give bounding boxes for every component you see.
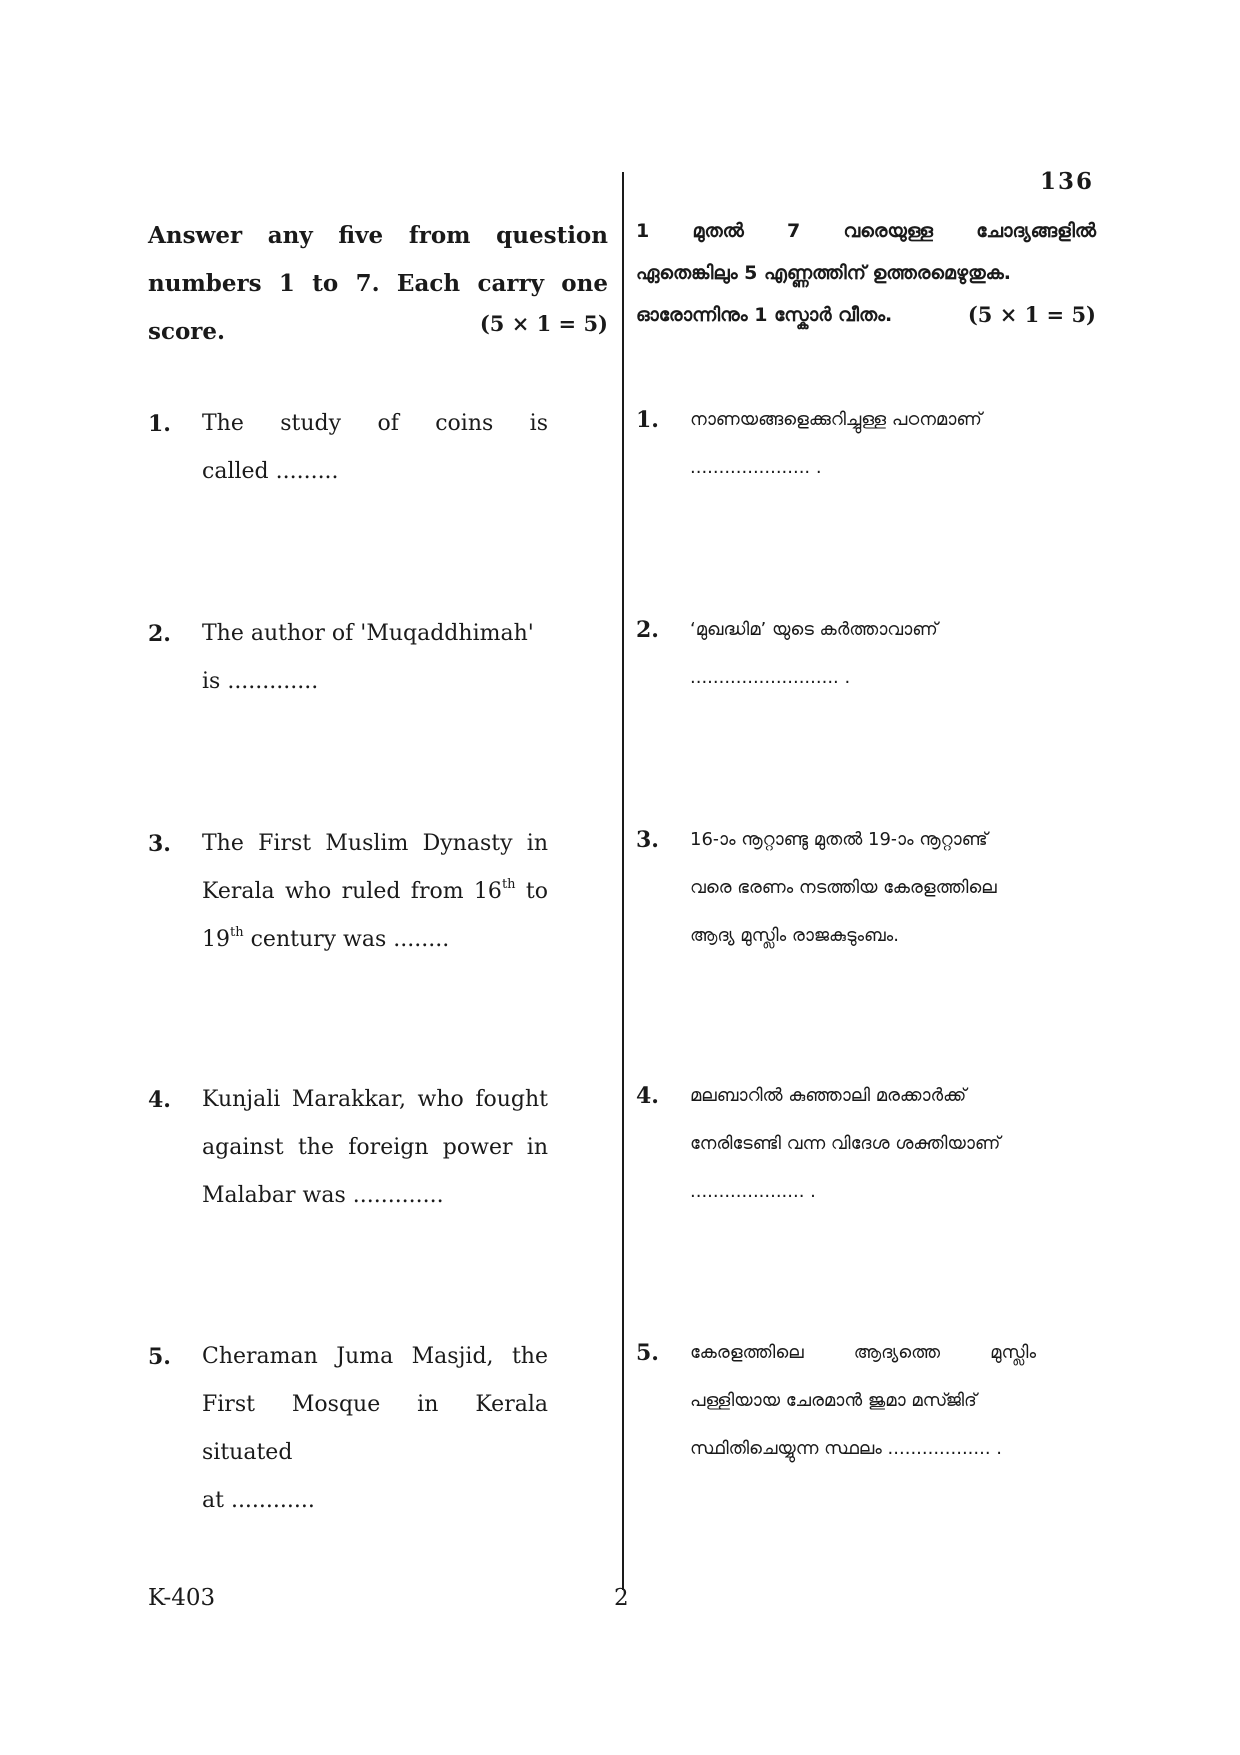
question-line: ..................... . <box>690 457 822 478</box>
instruction-line: numbers 1 to 7. Each carry one <box>148 270 608 297</box>
question-line: നേരിടേണ്ടി വന്ന വിദേശ ശക്തിയാണ് <box>690 1133 1001 1154</box>
question-line: The study of coins is <box>202 411 548 436</box>
exam-code: K-403 <box>148 1585 216 1611</box>
question-line: against the foreign power in <box>202 1135 548 1160</box>
question-line: Cheraman Juma Masjid, the <box>202 1344 548 1369</box>
question-number: 3. <box>636 827 659 853</box>
question-line: കേരളത്തിലെ ആദ്യത്തെ മുസ്ലിം <box>690 1342 1036 1363</box>
question-line: നാണയങ്ങളെക്കുറിച്ചുള്ള പഠനമാണ് <box>690 409 982 430</box>
question-3-malayalam <box>636 816 1036 960</box>
question-number: 4. <box>148 1087 171 1113</box>
question-line: The author of 'Muqaddhimah' <box>202 621 534 646</box>
instructions-english <box>148 212 608 356</box>
question-line: സ്ഥിതിചെയ്യുന്ന സ്ഥലം .................. . <box>690 1438 1002 1459</box>
question-line: called ......... <box>202 459 339 484</box>
question-number: 1. <box>636 407 659 433</box>
question-number: 5. <box>148 1344 171 1370</box>
question-line: .................... . <box>690 1181 816 1202</box>
question-3-english <box>148 820 548 964</box>
instruction-line: 1 മുതൽ 7 വരെയുള്ള ചോദ്യങ്ങളിൽ <box>636 220 1096 242</box>
question-5-malayalam <box>636 1329 1036 1473</box>
marks-label: (5 × 1 = 5) <box>479 311 608 336</box>
question-line: Kerala who ruled from 16th to <box>202 876 548 904</box>
question-number: 2. <box>148 621 171 647</box>
question-line: is ............. <box>202 669 319 694</box>
question-line: ‘മുഖദ്ധിമ’ യുടെ കർത്താവാണ് <box>690 619 938 640</box>
instruction-line: score. <box>148 318 226 345</box>
question-line: Malabar was ............. <box>202 1183 444 1208</box>
question-2-english <box>148 610 548 706</box>
instruction-line: Answer any five from question <box>148 222 608 249</box>
page-number: 2 <box>614 1585 629 1611</box>
question-number: 4. <box>636 1083 659 1109</box>
question-2-malayalam <box>636 606 1036 702</box>
question-line: The First Muslim Dynasty in <box>202 831 548 856</box>
question-1-english <box>148 400 548 496</box>
column-divider <box>622 172 624 1590</box>
question-line: First Mosque in Kerala situated <box>202 1392 548 1465</box>
question-line: 19th century was ........ <box>202 924 450 952</box>
page-code: 136 <box>1040 168 1095 195</box>
question-number: 1. <box>148 411 171 437</box>
question-4-malayalam <box>636 1072 1036 1216</box>
question-line: Kunjali Marakkar, who fought <box>202 1087 548 1112</box>
question-number: 2. <box>636 617 659 643</box>
question-4-english <box>148 1076 548 1220</box>
question-line: ആദ്യ മുസ്ലിം രാജകുടുംബം. <box>690 925 899 946</box>
question-line: at ............ <box>202 1488 315 1513</box>
question-line: വരെ ഭരണം നടത്തിയ കേരളത്തിലെ <box>690 877 997 898</box>
question-5-english <box>148 1333 548 1525</box>
marks-label: (5 × 1 = 5) <box>967 302 1096 327</box>
instructions-malayalam <box>636 210 1096 336</box>
instruction-line: ഏതെങ്കിലും 5 എണ്ണത്തിന് ഉത്തരമെഴുതുക. <box>636 262 1011 284</box>
superscript: th <box>230 924 244 940</box>
question-number: 3. <box>148 831 171 857</box>
instruction-line: ഓരോന്നിനും 1 സ്കോർ വീതം. <box>636 304 893 326</box>
superscript: th <box>501 876 516 892</box>
question-number: 5. <box>636 1340 659 1366</box>
question-line: .......................... . <box>690 667 851 688</box>
question-1-malayalam <box>636 396 1036 492</box>
question-line: മലബാറിൽ കുഞ്ഞാലി മരക്കാർക്ക് <box>690 1085 967 1106</box>
question-line: പള്ളിയായ ചേരമാൻ ജുമാ മസ്ജിദ് <box>690 1390 977 1411</box>
question-line: 16-ാം നൂറ്റാണ്ടു മുതൽ 19-ാം നൂറ്റാണ്ട് <box>690 829 988 850</box>
